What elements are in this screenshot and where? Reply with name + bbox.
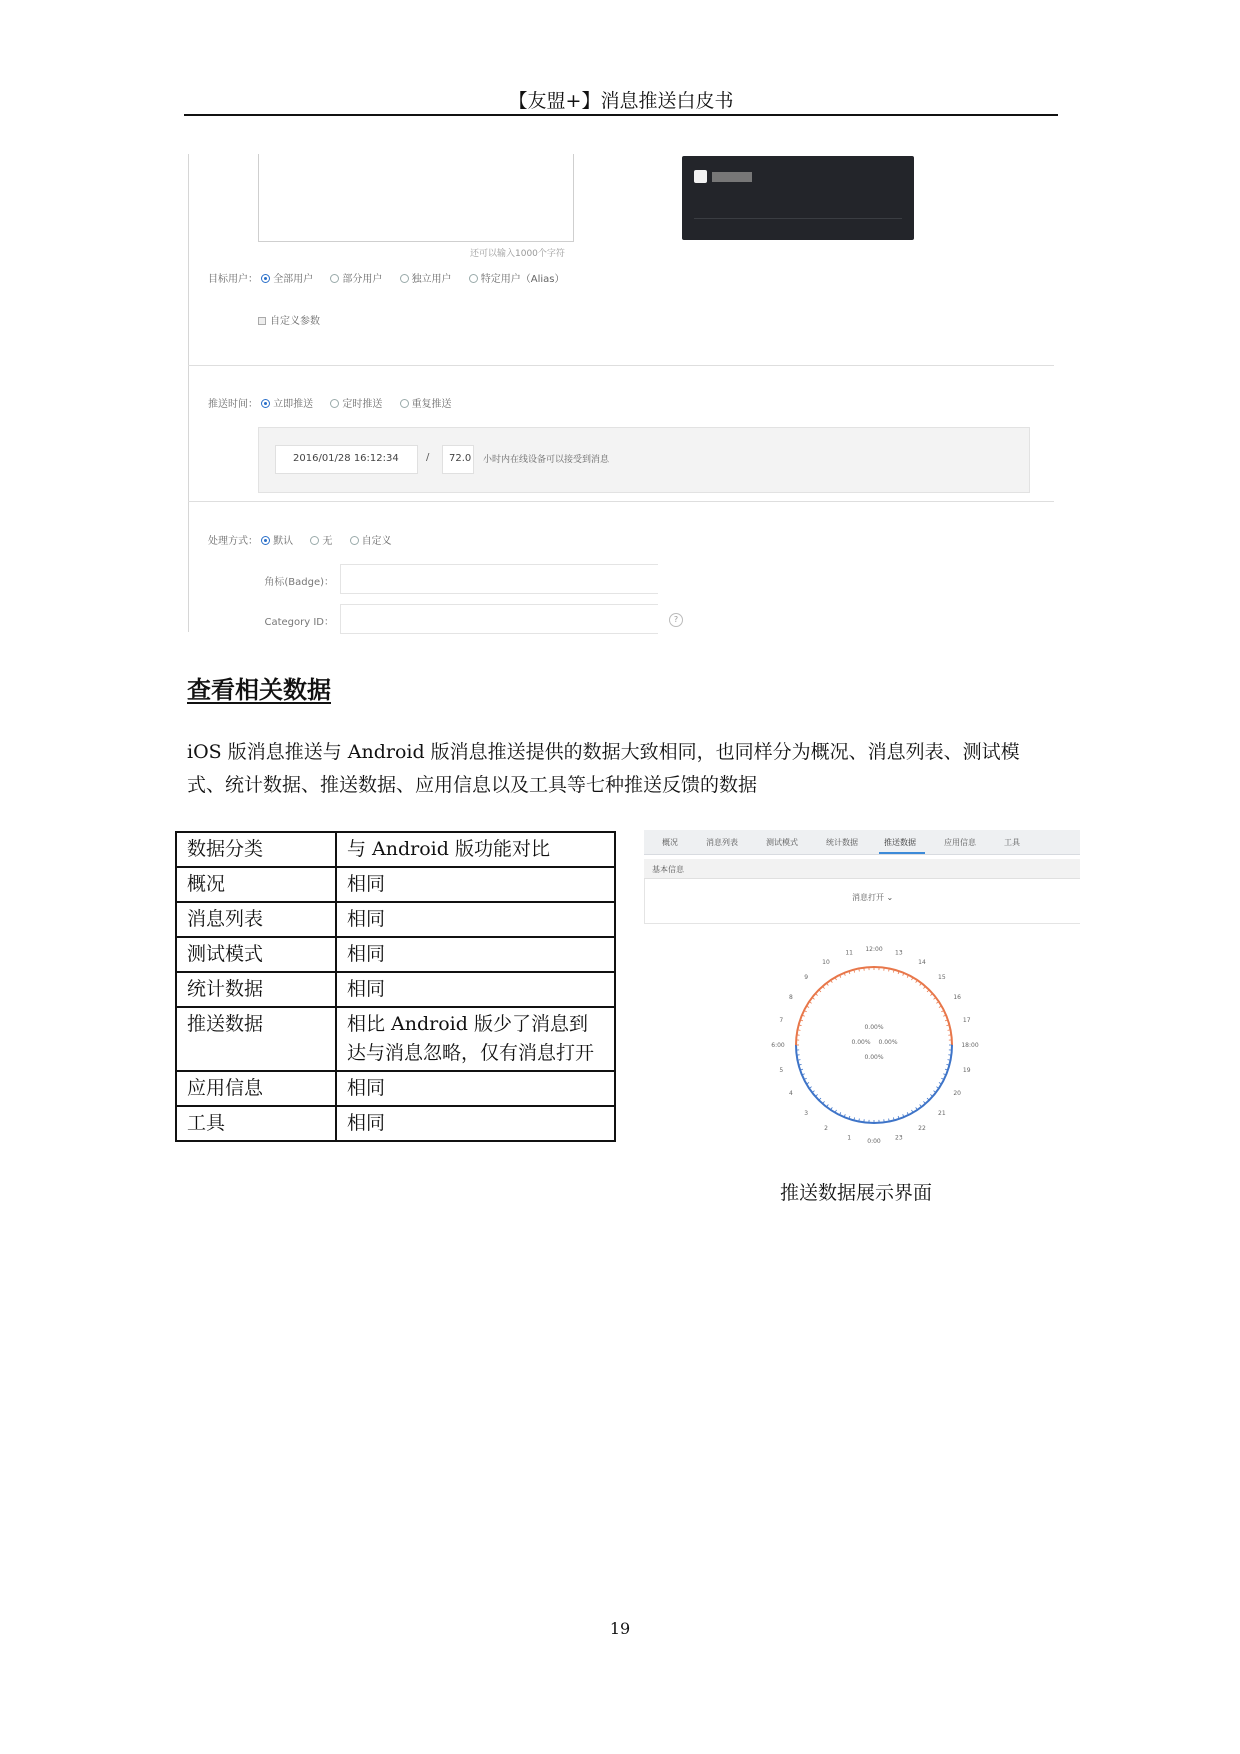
center-value-top: 0.00% [864,1024,884,1031]
table-row [176,867,615,902]
table-row [176,1106,615,1141]
push-option-now[interactable]: 立即推送 [261,395,313,410]
hour-label: 14 [918,958,926,966]
hour-label: 6:00 [771,1042,785,1049]
divider [188,365,1054,366]
table-cell-category: 推送数据 [176,1007,336,1071]
radio-icon [330,399,339,408]
hour-label: 5 [779,1066,784,1074]
radio-icon [469,274,478,283]
hourly-clock-chart [644,830,1080,1146]
table-row [176,972,615,1007]
table-cell-comparison: 相同 [336,867,615,902]
center-value-left: 0.00% [851,1039,871,1046]
blurred-app-name [712,172,752,182]
preview-divider [694,218,902,219]
document-header-title: 【友盟+】消息推送白皮书 [508,90,734,112]
hour-label: 13 [895,949,903,957]
help-icon[interactable]: ? [669,613,683,627]
table-row [176,1071,615,1106]
form-left-border [188,154,189,632]
header-rule [184,114,1058,116]
page-number: 19 [609,1619,631,1638]
table-header-cell: 数据分类 [176,832,336,867]
hour-label: 7 [779,1017,784,1025]
radio-icon [350,536,359,545]
center-value-right: 0.00% [878,1039,898,1046]
hour-label: 11 [845,949,853,957]
push-data-screenshot [644,830,1080,1146]
table-cell-comparison: 相比 Android 版少了消息到达与消息忽略，仅有消息打开 [336,1007,615,1071]
target-option-alias[interactable]: 特定用户（Alias） [469,270,565,285]
table-cell-comparison: 相同 [336,902,615,937]
hour-label: 9 [804,974,809,982]
figure-caption: 推送数据展示界面 [780,1182,933,1204]
tab-tools[interactable]: 工具 [1004,838,1020,847]
category-id-label: Category ID： [264,617,334,628]
section-paragraph: iOS 版消息推送与 Android 版消息推送提供的数据大致相同，也同样分为概况、消息列表、测试模式、统计数据、推送数据、应用信息以及工具等七种推送反馈的数据 [187,741,1020,796]
table-cell-category: 概况 [176,867,336,902]
hour-label: 3 [804,1109,809,1117]
target-option-single[interactable]: 独立用户 [400,270,452,285]
tab-overview[interactable]: 概况 [662,838,678,847]
handling-option-custom[interactable]: 自定义 [350,532,392,547]
clock-ticks [796,967,952,1123]
hour-label: 2 [824,1125,828,1133]
char-count-hint: 还可以输入1000个字符 [470,249,565,259]
tab-test-mode[interactable]: 测试模式 [766,838,798,847]
table-cell-comparison: 相同 [336,1071,615,1106]
comparison-table [175,831,616,1142]
push-option-scheduled[interactable]: 定时推送 [330,395,382,410]
radio-selected-icon [261,399,270,408]
hour-label: 10 [822,958,830,966]
hour-label: 23 [895,1134,903,1142]
handling-row [208,532,406,547]
metric-dropdown[interactable]: 消息打开 ⌄ [852,893,894,902]
table-cell-category: 工具 [176,1106,336,1141]
table-cell-category: 应用信息 [176,1071,336,1106]
badge-input[interactable] [340,564,658,594]
hour-label: 16 [953,994,961,1001]
handling-label: 处理方式： [208,536,258,547]
hour-label: 20 [953,1090,961,1097]
tab-statistics[interactable]: 统计数据 [826,838,858,847]
checkbox-icon [258,317,266,325]
time-settings-panel [258,427,1030,493]
table-cell-comparison: 相同 [336,937,615,972]
hour-label: 15 [938,974,946,982]
table-cell-category: 测试模式 [176,937,336,972]
category-id-input[interactable] [340,604,658,634]
table-cell-category: 消息列表 [176,902,336,937]
table-row [176,1007,615,1071]
valid-hours-input[interactable]: 72.0 [442,445,474,474]
radio-selected-icon [261,536,270,545]
handling-option-default[interactable]: 默认 [261,532,293,547]
hour-label: 8 [788,994,793,1001]
center-value-bottom: 0.00% [864,1054,884,1061]
valid-hours-hint: 小时内在线设备可以接受到消息 [483,455,610,465]
push-time-label: 推送时间： [208,399,258,410]
message-textarea[interactable] [258,154,574,242]
hour-label: 17 [962,1017,971,1025]
table-cell-category: 统计数据 [176,972,336,1007]
target-users-label: 目标用户： [208,274,258,285]
table-header-row [176,832,615,867]
hour-label: 0:00 [867,1138,881,1145]
table-row [176,937,615,972]
clock-hour-labels [771,946,979,1145]
radio-icon [400,274,409,283]
table-header-cell: 与 Android 版功能对比 [336,832,615,867]
hour-label: 1 [847,1134,852,1142]
tab-message-list[interactable]: 消息列表 [706,838,738,847]
hour-label: 22 [918,1125,926,1133]
tab-push-data[interactable]: 推送数据 [884,838,916,847]
push-form-screenshot [188,154,1054,632]
section-heading: 查看相关数据 [187,675,331,704]
table-row [176,902,615,937]
datetime-input[interactable]: 2016/01/28 16:12:34 [275,445,418,474]
notification-preview [682,156,914,240]
target-users-row [208,270,579,285]
hour-label: 21 [938,1109,946,1117]
radio-icon [400,399,409,408]
push-option-repeat[interactable]: 重复推送 [400,395,452,410]
daytime-arc [796,967,952,1045]
target-option-all[interactable]: 全部用户 [261,270,313,285]
target-option-partial[interactable]: 部分用户 [330,270,382,285]
tab-app-info[interactable]: 应用信息 [944,838,976,847]
push-time-row [208,395,466,410]
table-cell-comparison: 相同 [336,1106,615,1141]
hour-label: 4 [788,1090,793,1097]
table-cell-comparison: 相同 [336,972,615,1007]
handling-option-none[interactable]: 无 [310,532,332,547]
hour-label: 18:00 [961,1042,979,1049]
hour-label: 19 [962,1066,971,1074]
basic-info-bar: 基本信息 [644,859,1080,879]
time-separator: / [426,452,430,463]
radio-icon [330,274,339,283]
divider [188,501,1054,502]
radio-selected-icon [261,274,270,283]
custom-params-toggle[interactable]: 自定义参数 [258,312,320,327]
radio-icon [310,536,319,545]
badge-label: 角标(Badge)： [264,577,334,588]
hour-label: 12:00 [865,946,883,953]
app-icon [694,170,707,183]
